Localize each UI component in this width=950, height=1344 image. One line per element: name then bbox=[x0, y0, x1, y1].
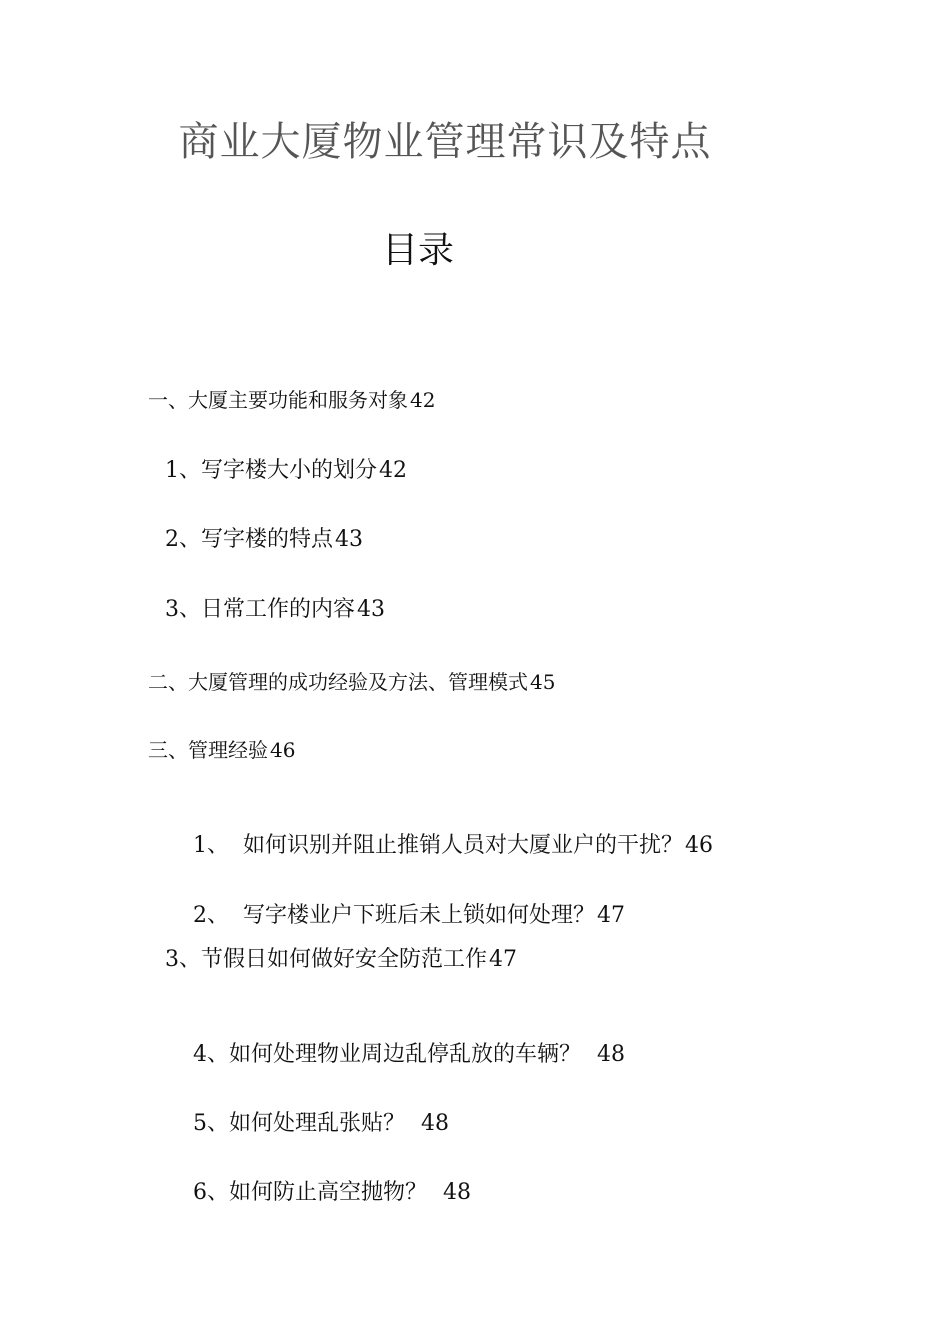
toc-entry[interactable] bbox=[165, 453, 407, 484]
toc-entry-text: 3、节假日如何做好安全防范工作 bbox=[165, 947, 487, 972]
toc-entry[interactable] bbox=[165, 522, 363, 553]
toc-entry-page: 48 bbox=[596, 1042, 625, 1067]
toc-entry[interactable] bbox=[148, 734, 295, 763]
toc-entry-text: 5、如何处理乱张贴？ bbox=[192, 1111, 419, 1136]
toc-entry-page: 46 bbox=[684, 833, 713, 858]
toc-entry-page: 45 bbox=[530, 670, 556, 694]
toc-entry-page: 47 bbox=[596, 903, 625, 928]
toc-entry-text: 1、 如何识别并阻止推销人员对大厦业户的干扰？ bbox=[192, 833, 683, 858]
toc-entry-page: 48 bbox=[420, 1111, 449, 1136]
toc-entry-text: 1、写字楼大小的划分 bbox=[165, 458, 377, 483]
toc-entry-text: 6、如何防止高空抛物？ bbox=[192, 1180, 441, 1205]
toc-entry-text: 2、写字楼的特点 bbox=[165, 527, 333, 552]
toc-entry[interactable] bbox=[165, 803, 713, 884]
toc-entry-page: 43 bbox=[357, 597, 385, 622]
toc-entry-text: 2、 写字楼业户下班后未上锁如何处理？ bbox=[192, 903, 595, 928]
toc-entry-page: 48 bbox=[442, 1180, 471, 1205]
toc-entry-page: 42 bbox=[379, 458, 407, 483]
toc-entry-text: 三、管理经验 bbox=[148, 738, 268, 762]
document-title: 商业大厦物业管理常识及特点 bbox=[178, 119, 712, 165]
toc-entry-page: 42 bbox=[410, 388, 436, 412]
toc-entry-page: 43 bbox=[335, 527, 363, 552]
toc-entry-page: 47 bbox=[489, 947, 517, 972]
toc-entry-text: 4、如何处理物业周边乱停乱放的车辆？ bbox=[192, 1042, 595, 1067]
toc-entry-page: 46 bbox=[270, 738, 296, 762]
toc-entry[interactable] bbox=[165, 592, 385, 623]
toc-entry[interactable] bbox=[165, 942, 517, 973]
toc-heading: 目录 bbox=[382, 230, 455, 271]
toc-entry-text: 二、大厦管理的成功经验及方法、管理模式 bbox=[148, 670, 528, 694]
toc-entry[interactable] bbox=[148, 384, 435, 413]
toc-entry-text: 3、日常工作的内容 bbox=[165, 597, 355, 622]
toc-entry[interactable] bbox=[165, 1150, 471, 1231]
toc-entry-text: 一、大厦主要功能和服务对象 bbox=[148, 388, 408, 412]
toc-entry[interactable] bbox=[148, 666, 555, 695]
